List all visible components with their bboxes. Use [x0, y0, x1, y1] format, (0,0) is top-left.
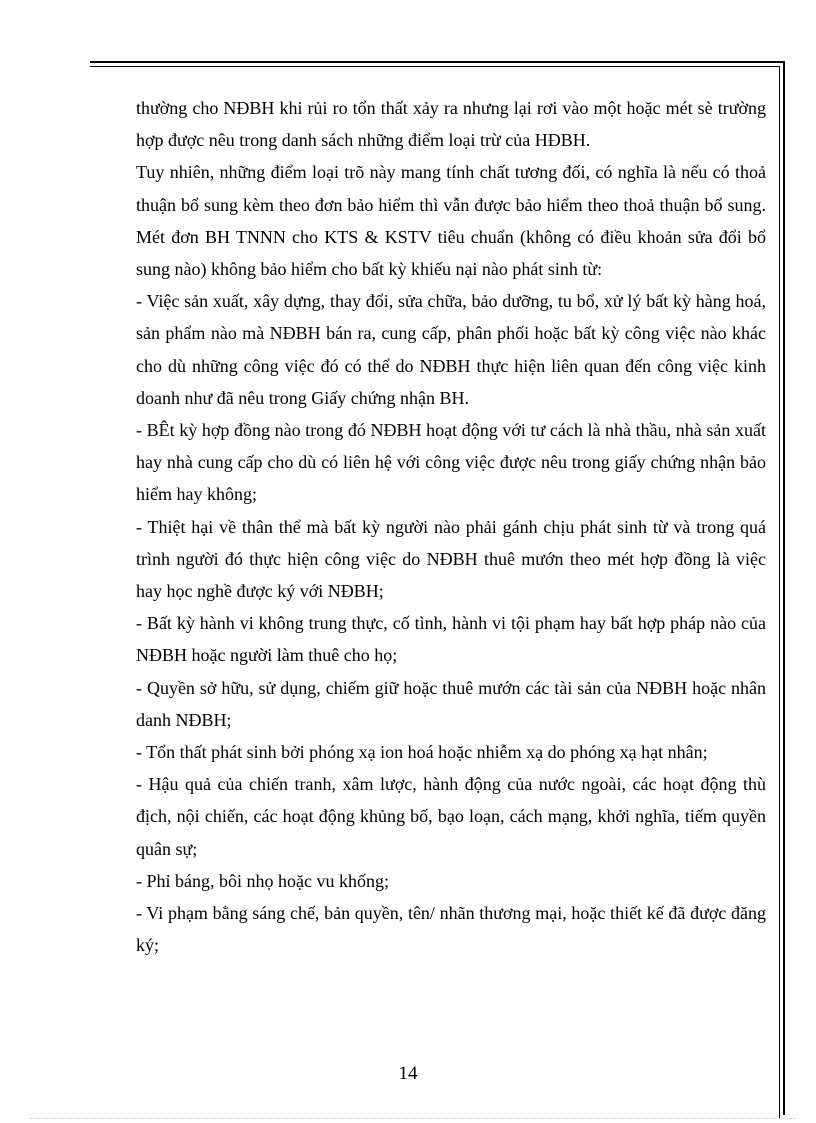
exclusion-item-patent-infringement: - Vi phạm bằng sáng chế, bản quyền, tên/ nhãn thương mại, hoặc thiết kế đã được đăng ký;: [136, 903, 766, 956]
exclusion-item-defamation: - Phỉ báng, bôi nhọ hoặc vu khống;: [136, 870, 389, 891]
paragraph-claims-excluded-intro: thường cho NĐBH khi rủi ro tổn thất xảy ra nhưng lại rơi vào một hoặc mét sè trường hợp được nêu trong danh sách những điểm loại trừ của HĐBH.: [136, 98, 766, 151]
exclusion-item-war: - Hậu quả của chiến tranh, xâm lược, hành động của nước ngoài, các hoạt động thù địch, nội chiến, các hoạt động khủng bố, bạo loạn, cách mạng, khởi nghĩa, tiếm quyền quân sự;: [136, 774, 766, 859]
exclusion-item-radiation: - Tổn thất phát sinh bởi phóng xạ ion hoá hoặc nhiễm xạ do phóng xạ hạt nhân;: [136, 742, 708, 763]
exclusion-item-contracts: - BÊt kỳ hợp đồng nào trong đó NĐBH hoạt động với tư cách là nhà thầu, nhà sản xuất hay nhà cung cấp cho dù có liên hệ với công việc được nêu trong giấy chứng nhận bảo hiểm hay không;: [136, 420, 766, 505]
exclusion-item-dishonest-acts: - Bất kỳ hành vi không trung thực, cố tình, hành vi tội phạm hay bất hợp pháp nào của NĐBH hoặc người làm thuê cho họ;: [136, 613, 766, 666]
page-bottom-divider: [30, 1118, 796, 1119]
exclusion-item-production: - Việc sản xuất, xây dựng, thay đổi, sửa chữa, bảo dưỡng, tu bổ, xử lý bất kỳ hàng hoá, sản phẩm nào mà NĐBH bán ra, cung cấp, phân phối hoặc bất kỳ công việc nào khác cho dù những công việc đó có thể do NĐBH thực hiện liên quan đến công việc kinh doanh như đã nêu trong Giấy chứng nhận BH.: [136, 291, 766, 408]
exclusion-item-property-ownership: - Quyền sở hữu, sử dụng, chiếm giữ hoặc thuê mướn các tài sản của NĐBH hoặc nhân danh NĐBH;: [136, 677, 766, 730]
document-body: [136, 92, 766, 961]
page-number: 14: [398, 1063, 418, 1084]
exclusion-item-bodily-injury: - Thiệt hại về thân thể mà bất kỳ người nào phải gánh chịu phát sinh từ và trong quá trình người đó thực hiện công việc do NĐBH thuê mướn theo mét hợp đồng là việc hay học nghề được ký với NĐBH;: [136, 516, 766, 602]
paragraph-exclusions-relative: Tuy nhiên, những điểm loại trõ này mang tính chất tương đối, có nghĩa là nếu có thoả thuận bổ sung kèm theo đơn bảo hiểm thì vẫn được bảo hiểm theo thoả thuận bổ sung. Mét đơn BH TNNN cho KTS & KSTV tiêu chuẩn (không có điều khoản sửa đổi bổ sung nào) không bảo hiểm cho bất kỳ khiếu nại nào phát sinh từ:: [136, 162, 766, 280]
